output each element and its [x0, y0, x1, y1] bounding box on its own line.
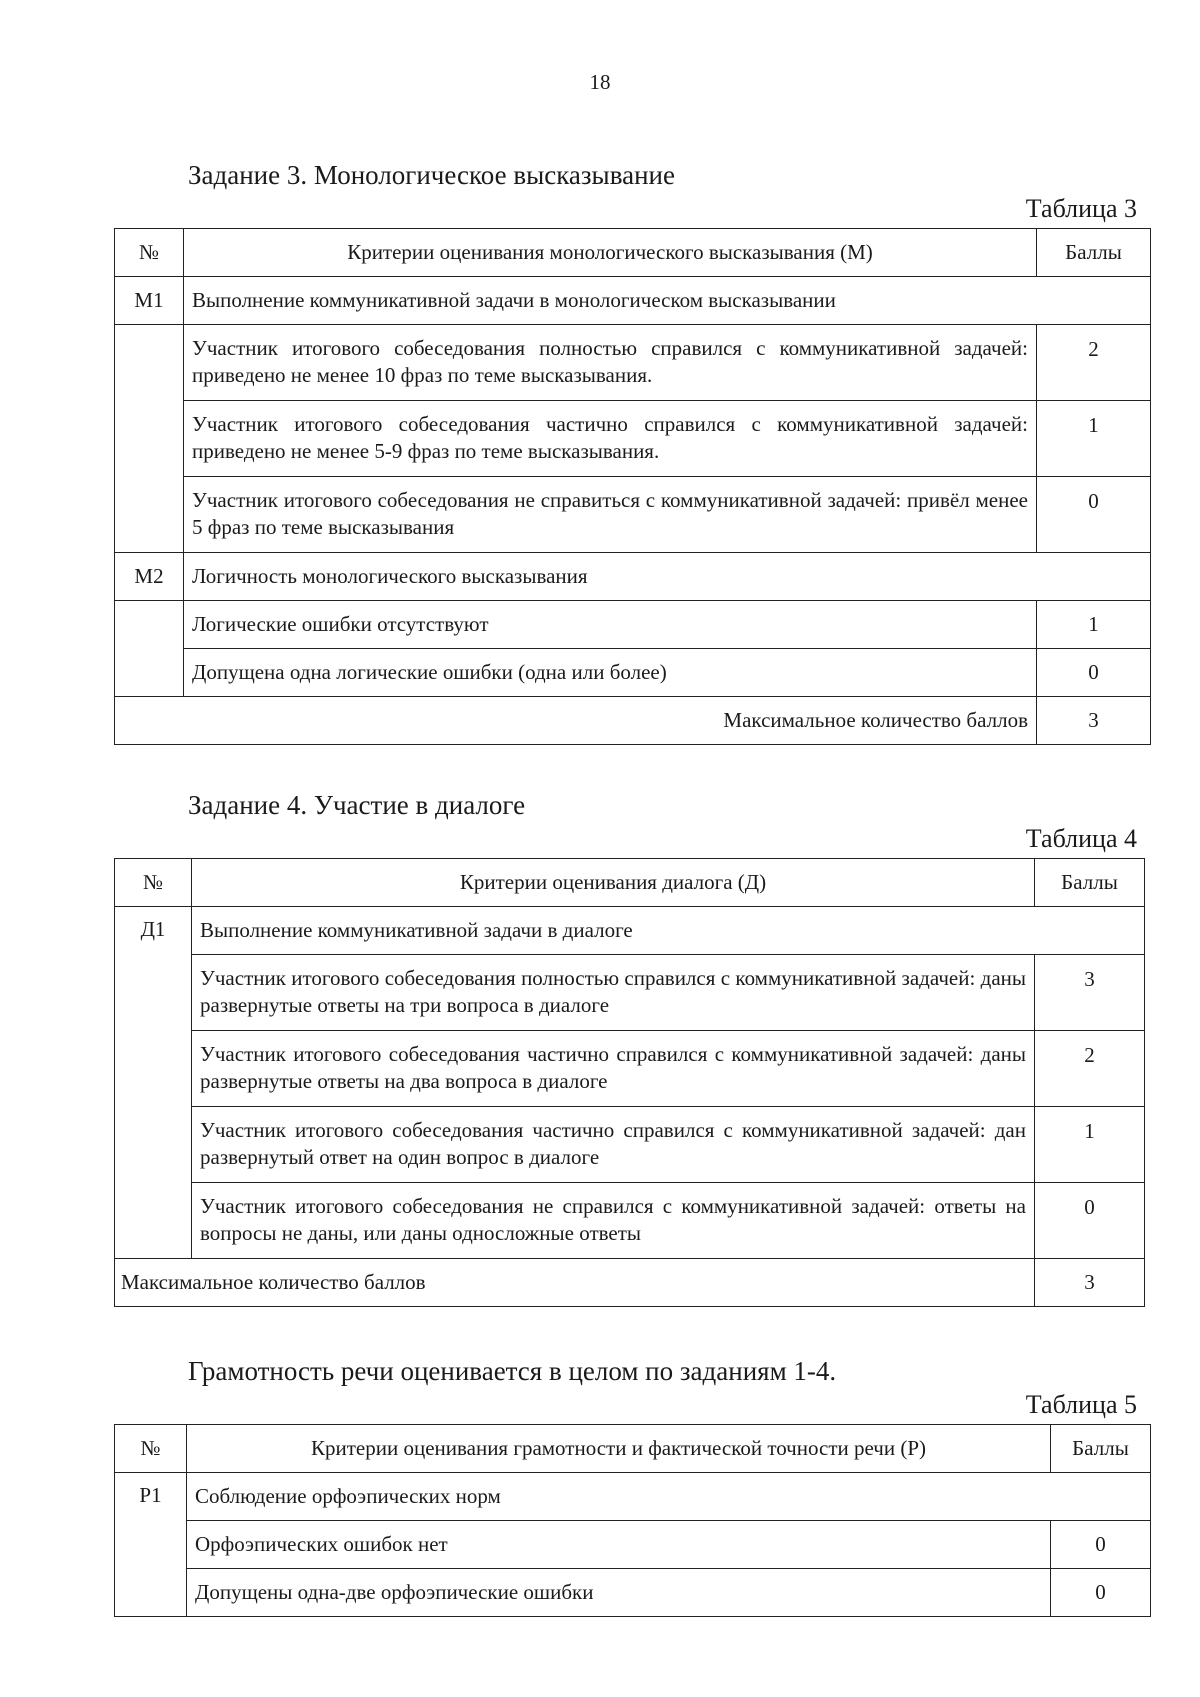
criterion-group-row [115, 907, 1145, 955]
empty-cell [115, 601, 184, 697]
criterion-points: 0 [1051, 1569, 1151, 1617]
table-header-row [115, 859, 1145, 907]
table-caption-5: Таблица 5 [1025, 1390, 1137, 1419]
criterion-description: Участник итогового собеседования не справился с коммуникативной задачей: ответы на вопросы не даны, или даны односложные ответы [192, 1183, 1035, 1259]
table-row [115, 601, 1151, 649]
criterion-title: Выполнение коммуникативной задачи в диалоге [192, 907, 1145, 955]
criterion-points: 2 [1037, 325, 1151, 401]
criterion-description: Участник итогового собеседования частично справился с коммуникативной задачей: приведено не менее 5-9 фраз по теме высказывания. [184, 401, 1037, 477]
table-row [115, 325, 1151, 401]
criterion-description: Допущена одна логические ошибки (одна или более) [184, 649, 1037, 697]
criterion-points: 0 [1037, 477, 1151, 553]
criterion-title: Выполнение коммуникативной задачи в монологическом высказывании [184, 277, 1151, 325]
criterion-description: Участник итогового собеседования полностью справился с коммуникативной задачей: даны развернутые ответы на три вопроса в диалоге [192, 955, 1035, 1031]
header-criteria: Критерии оценивания грамотности и фактической точности речи (Р) [187, 1425, 1051, 1473]
max-points-value: 3 [1037, 697, 1151, 745]
header-criteria: Критерии оценивания диалога (Д) [192, 859, 1035, 907]
criterion-group-row [115, 1473, 1151, 1521]
section-heading-speech-literacy: Грамотность речи оценивается в целом по заданиям 1-4. [188, 1356, 837, 1386]
criterion-code: Д1 [115, 907, 192, 1259]
max-points-label: Максимальное количество баллов [115, 697, 1037, 745]
criterion-code: М2 [115, 553, 184, 601]
criterion-description: Допущены одна-две орфоэпические ошибки [187, 1569, 1051, 1617]
section-heading-task-3: Задание 3. Монологическое высказывание [188, 160, 675, 190]
table-5-speech-literacy-criteria [114, 1424, 1151, 1617]
table-row [115, 649, 1151, 697]
table-4-dialogue-criteria [114, 858, 1145, 1307]
header-criteria: Критерии оценивания монологического высказывания (М) [184, 229, 1037, 277]
criterion-points: 0 [1037, 649, 1151, 697]
criterion-points: 0 [1051, 1521, 1151, 1569]
header-number: № [115, 1425, 187, 1473]
criterion-description: Участник итогового собеседования частично справился с коммуникативной задачей: даны развернутые ответы на два вопроса в диалоге [192, 1031, 1035, 1107]
table-row [115, 477, 1151, 553]
table-caption-3: Таблица 3 [1025, 194, 1137, 223]
table-row [115, 1107, 1145, 1183]
header-points: Баллы [1035, 859, 1145, 907]
table-row [115, 401, 1151, 477]
table-row [115, 1183, 1145, 1259]
header-points: Баллы [1037, 229, 1151, 277]
table-3-monologue-criteria [114, 228, 1151, 745]
criterion-description: Логические ошибки отсутствуют [184, 601, 1037, 649]
criterion-points: 0 [1035, 1183, 1145, 1259]
header-points: Баллы [1051, 1425, 1151, 1473]
table-header-row [115, 1425, 1151, 1473]
criterion-description: Участник итогового собеседования частично справился с коммуникативной задачей: дан развернутый ответ на один вопрос в диалоге [192, 1107, 1035, 1183]
table-row [115, 1521, 1151, 1569]
criterion-code: Р1 [115, 1473, 187, 1617]
criterion-description: Участник итогового собеседования не справиться с коммуникативной задачей: привёл менее 5 фраз по теме высказывания [184, 477, 1037, 553]
page-number: 18 [589, 70, 611, 94]
max-points-row [115, 697, 1151, 745]
max-points-label: Максимальное количество баллов [115, 1259, 1035, 1307]
criterion-points: 1 [1037, 401, 1151, 477]
criterion-points: 2 [1035, 1031, 1145, 1107]
table-row [115, 1569, 1151, 1617]
criterion-title: Соблюдение орфоэпических норм [187, 1473, 1151, 1521]
max-points-row [115, 1259, 1145, 1307]
criterion-points: 3 [1035, 955, 1145, 1031]
criterion-code: М1 [115, 277, 184, 325]
criterion-group-row [115, 277, 1151, 325]
table-row [115, 1031, 1145, 1107]
table-row [115, 955, 1145, 1031]
criterion-points: 1 [1035, 1107, 1145, 1183]
table-header-row [115, 229, 1151, 277]
criterion-title: Логичность монологического высказывания [184, 553, 1151, 601]
header-number: № [115, 229, 184, 277]
max-points-value: 3 [1035, 1259, 1145, 1307]
section-heading-task-4: Задание 4. Участие в диалоге [188, 790, 526, 820]
table-caption-4: Таблица 4 [1025, 824, 1137, 853]
criterion-description: Орфоэпических ошибок нет [187, 1521, 1051, 1569]
header-number: № [115, 859, 192, 907]
empty-cell [115, 325, 184, 553]
criterion-points: 1 [1037, 601, 1151, 649]
criterion-description: Участник итогового собеседования полностью справился с коммуникативной задачей: приведено не менее 10 фраз по теме высказывания. [184, 325, 1037, 401]
criterion-group-row [115, 553, 1151, 601]
